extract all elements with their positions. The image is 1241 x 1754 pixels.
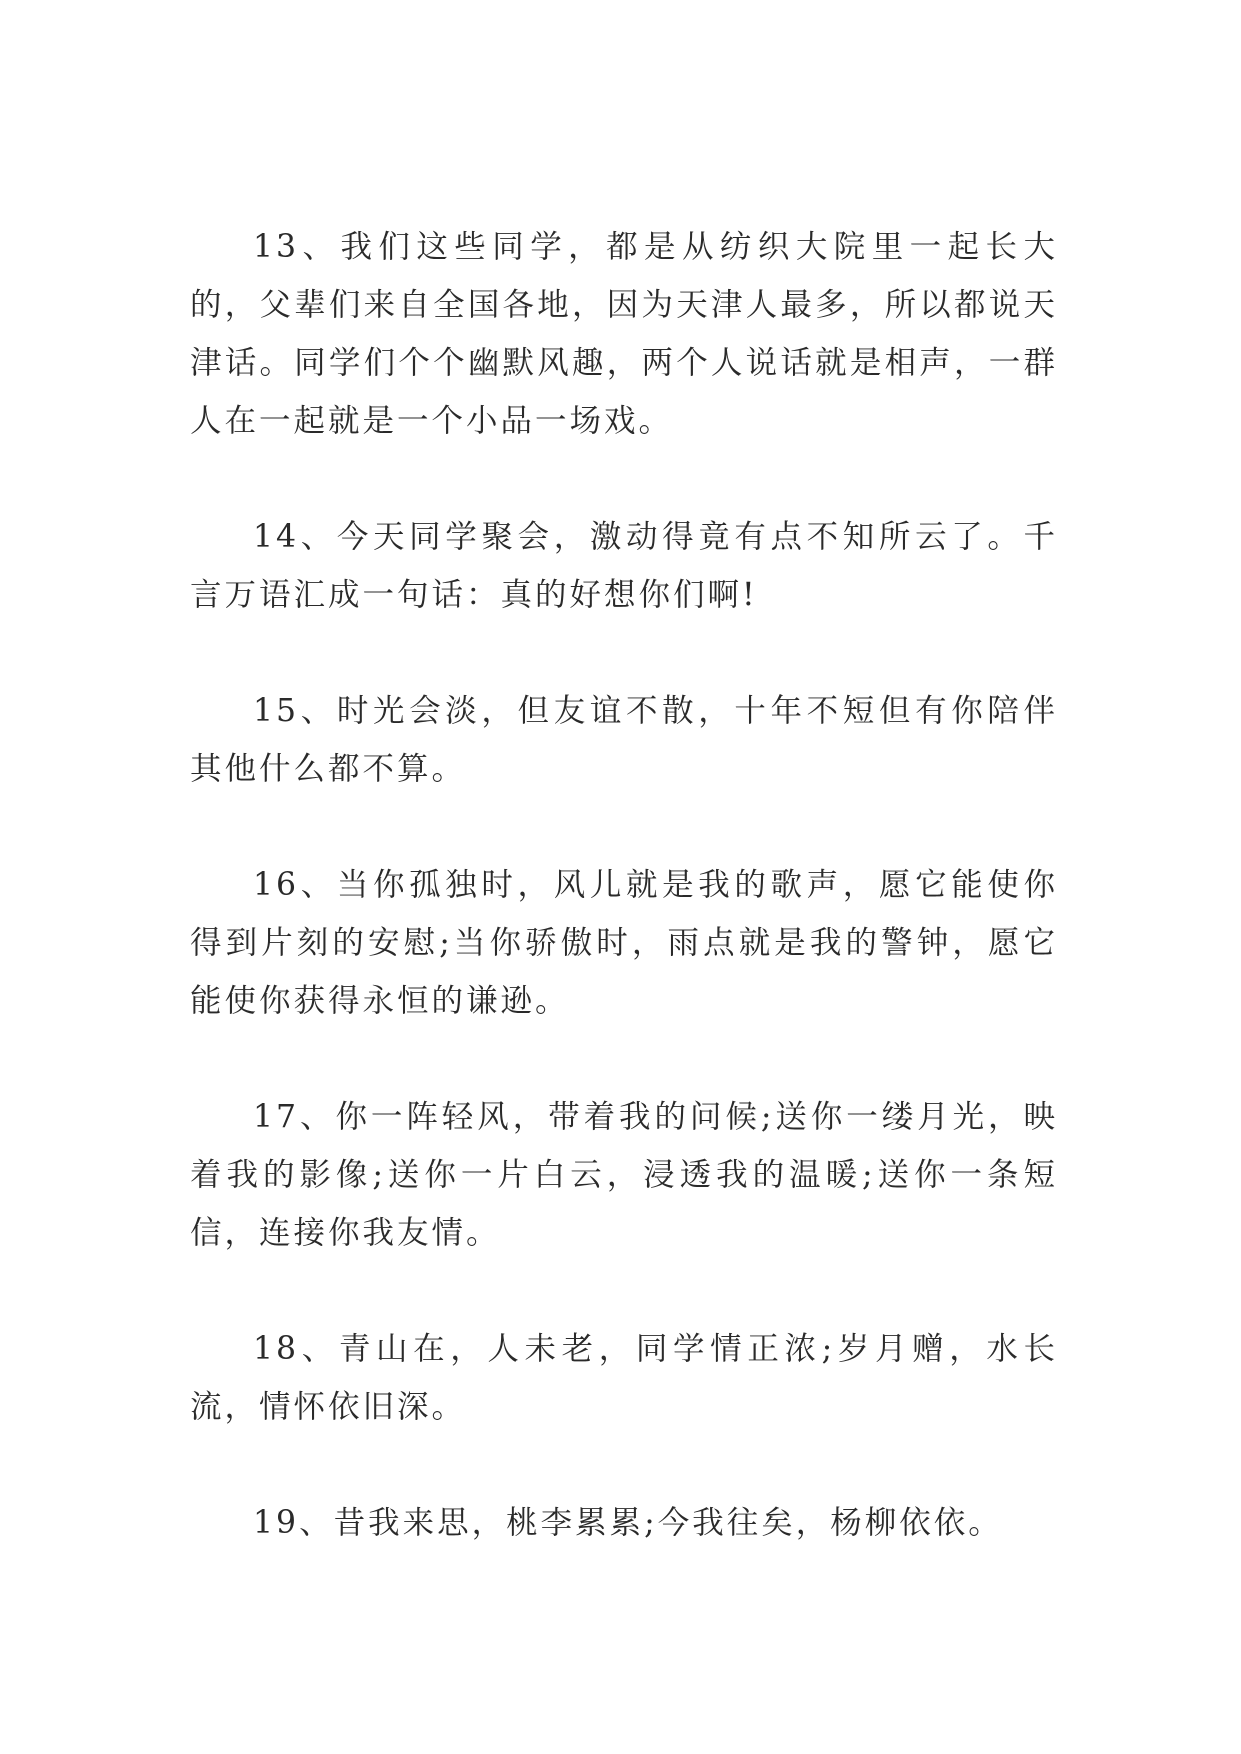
document-body	[190, 218, 1058, 1610]
paragraph-16: 16、当你孤独时，风儿就是我的歌声，愿它能使你得到片刻的安慰;当你骄傲时，雨点就是我的警钟，愿它能使你获得永恒的谦逊。	[190, 867, 1058, 1019]
paragraph-13: 13、我们这些同学，都是从纺织大院里一起长大的，父辈们来自全国各地，因为天津人最多，所以都说天津话。同学们个个幽默风趣，两个人说话就是相声，一群人在一起就是一个小品一场戏。	[190, 229, 1058, 439]
paragraph-14: 14、今天同学聚会，激动得竟有点不知所云了。千言万语汇成一句话：真的好想你们啊!	[190, 519, 1058, 613]
paragraph-15: 15、时光会淡，但友谊不散，十年不短但有你陪伴其他什么都不算。	[190, 693, 1058, 787]
paragraph-19: 19、昔我来思，桃李累累;今我往矣，杨柳依依。	[253, 1505, 1003, 1541]
paragraph-18: 18、青山在，人未老，同学情正浓;岁月赠，水长流，情怀依旧深。	[190, 1331, 1058, 1425]
paragraph-17: 17、你一阵轻风，带着我的问候;送你一缕月光，映着我的影像;送你一片白云，浸透我的温暖;送你一条短信，连接你我友情。	[190, 1099, 1058, 1251]
